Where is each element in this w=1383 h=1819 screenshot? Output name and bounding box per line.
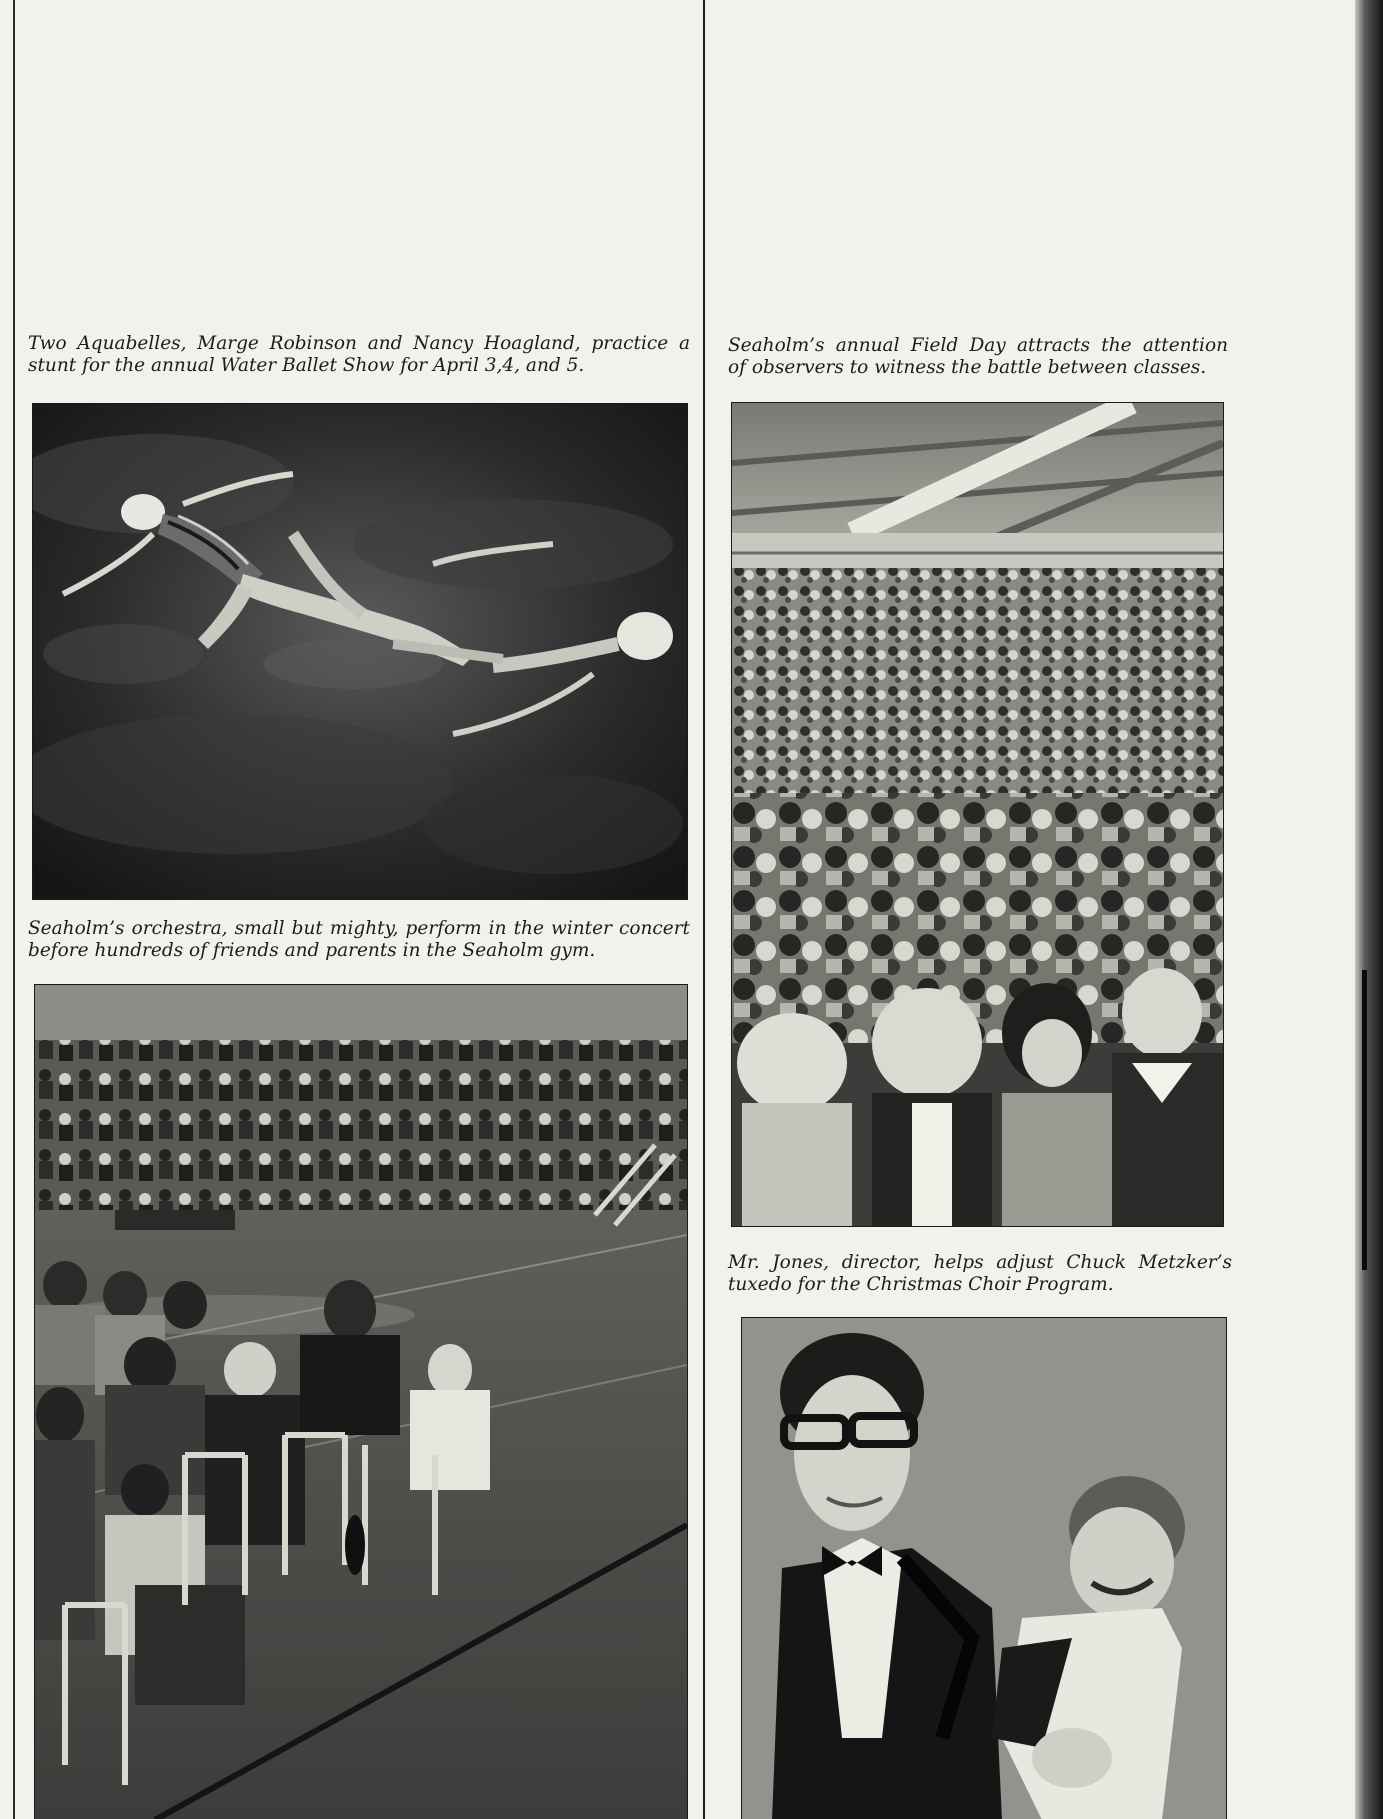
caption-field-day-line-2: of observers to witness the battle between classes.: [728, 357, 1207, 378]
binding-edge: [1355, 0, 1383, 1819]
page-edge-mark: [1362, 970, 1367, 1270]
photo-choir-tuxedo: [741, 1317, 1227, 1819]
caption-orchestra-line-2: before hundreds of friends and parents in the Seaholm gym.: [28, 940, 596, 961]
orchestra-concert-image: [35, 985, 687, 1819]
caption-aquabelles-line-2: stunt for the annual Water Ballet Show for April 3,4, and 5.: [28, 355, 585, 376]
photo-water-ballet: [32, 403, 688, 900]
choir-tuxedo-image: [742, 1318, 1226, 1819]
caption-choir-line-1: Mr. Jones, director, helps adjust Chuck Metzker’s: [728, 1252, 1232, 1273]
caption-field-day-line-1: Seaholm’s annual Field Day attracts the attention: [728, 335, 1228, 356]
caption-aquabelles-line-1: Two Aquabelles, Marge Robinson and Nancy Hoagland, practice a: [28, 333, 690, 354]
caption-choir: [728, 1252, 1232, 1296]
left-column-rule: [13, 0, 15, 1819]
caption-field-day: [728, 335, 1228, 379]
caption-orchestra: [28, 918, 690, 962]
photo-field-day-crowd: [731, 402, 1224, 1227]
caption-aquabelles: [28, 333, 690, 377]
caption-orchestra-line-1: Seaholm’s orchestra, small but mighty, perform in the winter concert: [28, 918, 690, 939]
photo-orchestra-concert: [34, 984, 688, 1819]
caption-choir-line-2: tuxedo for the Christmas Choir Program.: [728, 1274, 1114, 1295]
center-column-rule: [703, 0, 705, 1819]
water-ballet-image: [33, 404, 687, 899]
field-day-crowd-image: [732, 403, 1223, 1226]
